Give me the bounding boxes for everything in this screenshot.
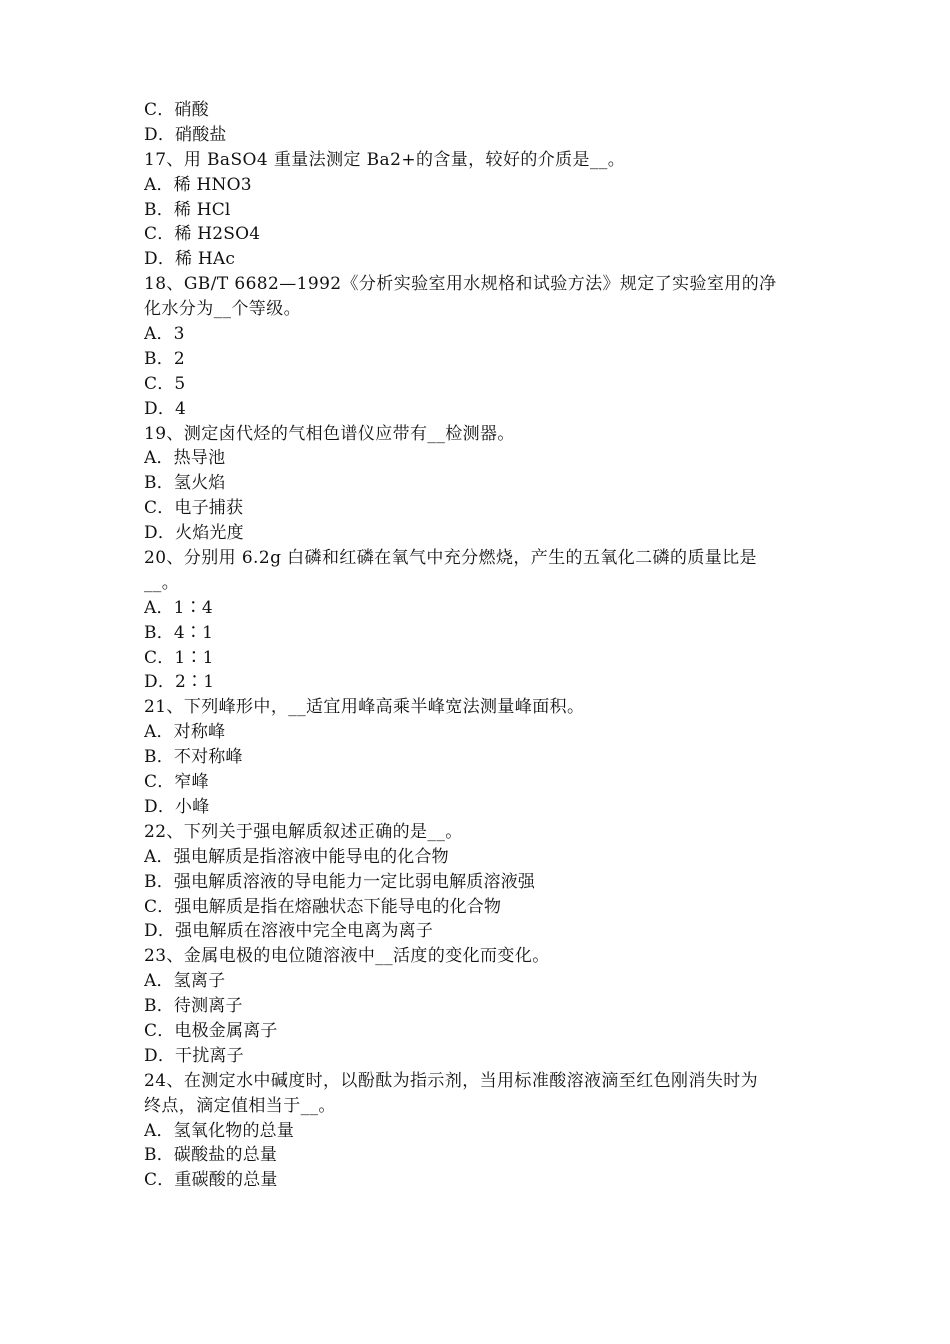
answer-option-line: B．2 <box>144 348 185 369</box>
answer-option-line: B．不对称峰 <box>144 747 243 768</box>
answer-option-line: D．4 <box>144 398 187 419</box>
answer-option-line: A．热导池 <box>144 448 226 469</box>
question-text-line: 24、在测定水中碱度时，以酚酞为指示剂，当用标准酸溶液滴至红色刚消失时为 <box>144 1070 759 1091</box>
question-text-line: 17、用 BaSO4 重量法测定 Ba2+的含量，较好的介质是__。 <box>144 149 626 170</box>
answer-option-line: A．3 <box>144 324 185 345</box>
answer-option-line: C．窄峰 <box>144 772 209 793</box>
answer-option-line: C．重碳酸的总量 <box>144 1170 278 1191</box>
answer-option-line: C．稀 H2SO4 <box>144 224 261 245</box>
answer-option-line: B．碳酸盐的总量 <box>144 1145 278 1166</box>
answer-option-line: C．电极金属离子 <box>144 1020 278 1041</box>
answer-option-line: B．4∶1 <box>144 622 214 643</box>
question-text-line: 19、测定卤代烃的气相色谱仪应带有__检测器。 <box>144 423 515 444</box>
answer-option-line: A．对称峰 <box>144 722 226 743</box>
question-text-line: 23、金属电极的电位随溶液中__活度的变化而变化。 <box>144 946 550 967</box>
answer-option-line: D．火焰光度 <box>144 523 244 544</box>
answer-option-line: B．稀 HCl <box>144 199 231 220</box>
question-text-line: 21、下列峰形中，__适宜用峰高乘半峰宽法测量峰面积。 <box>144 697 585 718</box>
answer-option-line: D．强电解质在溶液中完全电离为离子 <box>144 921 434 942</box>
answer-option-line: D．干扰离子 <box>144 1045 244 1066</box>
question-text-line: 20、分别用 6.2g 白磷和红磷在氧气中充分燃烧，产生的五氧化二磷的质量比是 <box>144 548 757 569</box>
question-text-line: __。 <box>144 572 180 593</box>
question-text-line: 化水分为__个等级。 <box>144 299 301 320</box>
answer-option-line: B．氢火焰 <box>144 473 226 494</box>
answer-option-line: C．1∶1 <box>144 647 214 668</box>
answer-option-line: A．氢氧化物的总量 <box>144 1120 295 1141</box>
answer-option-line: B．待测离子 <box>144 996 243 1017</box>
question-text-line: 终点，滴定值相当于__。 <box>144 1095 336 1116</box>
answer-option-line: C．电子捕获 <box>144 498 244 519</box>
answer-option-line: D．小峰 <box>144 796 210 817</box>
answer-option-line: C．强电解质是指在熔融状态下能导电的化合物 <box>144 896 502 917</box>
answer-option-line: A．氢离子 <box>144 971 226 992</box>
answer-option-line: D．稀 HAc <box>144 249 236 270</box>
question-text-line: 18、GB/T 6682—1992《分析实验室用水规格和试验方法》规定了实验室用的净 <box>144 274 777 295</box>
answer-option-line: B．强电解质溶液的导电能力一定比弱电解质溶液强 <box>144 871 536 892</box>
answer-option-line: A．强电解质是指溶液中能导电的化合物 <box>144 846 449 867</box>
answer-option-line: A．稀 HNO3 <box>144 174 252 195</box>
answer-option-line: A．1∶4 <box>144 597 213 618</box>
document-page <box>144 98 810 1193</box>
question-text-line: 22、下列关于强电解质叙述正确的是__。 <box>144 821 463 842</box>
answer-option-line: C．硝酸 <box>144 100 209 120</box>
answer-option-line: D．硝酸盐 <box>144 124 227 145</box>
answer-option-line: D．2∶1 <box>144 672 215 693</box>
answer-option-line: C．5 <box>144 373 186 394</box>
